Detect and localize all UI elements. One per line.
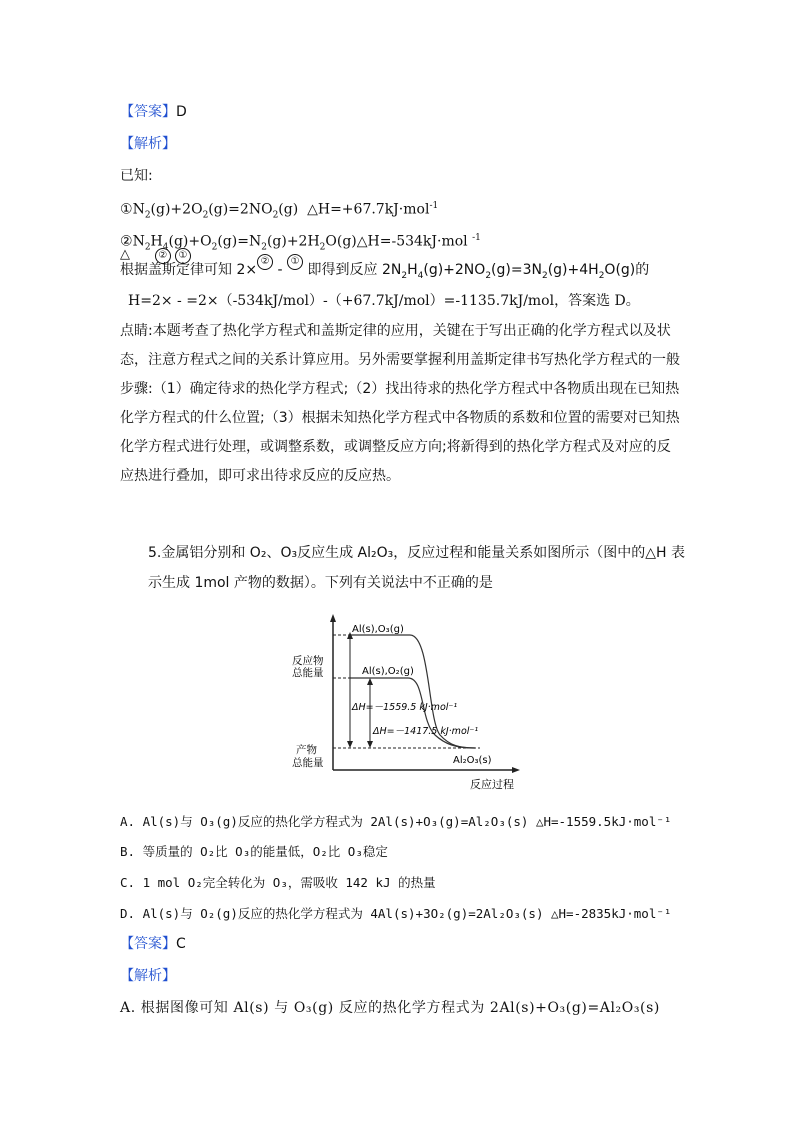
answer-1 [120, 102, 187, 122]
answer-label: 【答案】 [120, 104, 176, 120]
last-line: A. 根据图像可知 Al(s) 与 O₃(g) 反应的热化学方程式为 2Al(s)+O₃(g)=Al₂O₃(s) [120, 1000, 660, 1016]
option-c: C. 1 mol O₂完全转化为 O₃，需吸收 142 kJ 的热量 [120, 875, 436, 890]
series-o3-dh: ΔH=－1559.5 kJ·mol⁻¹ [352, 702, 458, 713]
y-axis-arrow [330, 614, 336, 622]
energy-diagram [290, 610, 530, 800]
comment-paragraph: 点睛:本题考查了热化学方程式和盖斯定律的应用，关键在于写出正确的化学方程式以及状态，注意方程式之间的关系计算应用。另外需要掌握利用盖斯定律书写热化学方程式的一般步骤:（1）确定待求的热化学方程式;（2）找出待求的热化学方程式中各物质出现在已知热化学方程式的什么位置;（3）根据未知热化学方程式中各物质的系数和位置的需要对已知热化学方程式进行处理，或调整系数，或调整反应方向;将新得到的热化学方程式及对应的反应热进行叠加，即可求出待求反应的反应热。 [120, 323, 680, 484]
product-label-1: 产物 [296, 744, 317, 756]
series-o2-label: Al(s),O₂(g) [362, 666, 414, 677]
question-5: 5.金属铝分别和 O₂、O₃反应生成 Al₂O₃，反应过程和能量关系如图所示（图中的△H 表示生成 1mol 产物的数据）。下列有关说法中不正确的是 [148, 545, 685, 591]
analysis-label-2: 【解析】 [120, 968, 176, 984]
option-a: A. Al(s)与 O₃(g)反应的热化学方程式为 2Al(s)+O₃(g)=Al₂O₃(s) △H=-1559.5kJ·mol⁻¹ [120, 814, 672, 829]
answer-2 [120, 934, 186, 954]
overlap-marks: △ ② ① [120, 247, 191, 264]
known-label: 已知: [120, 168, 153, 184]
series-o2-curve [350, 678, 475, 748]
reactant-label-1: 反应物 [292, 655, 324, 667]
analysis-label-1: 【解析】 [120, 136, 176, 152]
answer-label: 【答案】 [120, 936, 176, 952]
x-axis-arrow [512, 767, 520, 773]
option-d: D. Al(s)与 O₂(g)反应的热化学方程式为 4Al(s)+3O₂(g)=2Al₂O₃(s) △H=-2835kJ·mol⁻¹ [120, 906, 672, 921]
option-b: B. 等质量的 O₂比 O₃的能量低，O₂比 O₃稳定 [120, 844, 388, 859]
equation-2: $②N_2H_4(g)+O_2(g)=N_2(g)+2H_2O(g)\triangle H=-534kJ\cdot mol$ $^{-1}$ [120, 233, 481, 253]
reactant-label-2: 总能量 [292, 667, 324, 679]
hess-line: 根据盖斯定律可知 2×② - ① 即得到反应 $2N_2H_4(g)+2NO_2(g)=3N_2(g)+4H_2O(g)$的 [120, 256, 650, 281]
answer-value: D [176, 104, 187, 120]
calc-line: H=2× - =2×（-534kJ/mol）-（+67.7kJ/mol）=-1135.7kJ/mol，答案选 D。 [128, 293, 640, 309]
equation-1: $①N_2(g)+2O_2(g)=2NO_2(g)$ △H=+67.7kJ·mol$^{-1}$ [120, 201, 439, 221]
x-axis-label: 反应过程 [470, 778, 514, 791]
product-name: Al₂O₃(s) [453, 755, 492, 766]
series-o2-dh: ΔH=－1417.5 kJ·mol⁻¹ [373, 726, 479, 737]
series-o3-label: Al(s),O₃(g) [352, 624, 404, 635]
answer-value: C [176, 936, 186, 952]
product-label-2: 总能量 [292, 757, 324, 769]
